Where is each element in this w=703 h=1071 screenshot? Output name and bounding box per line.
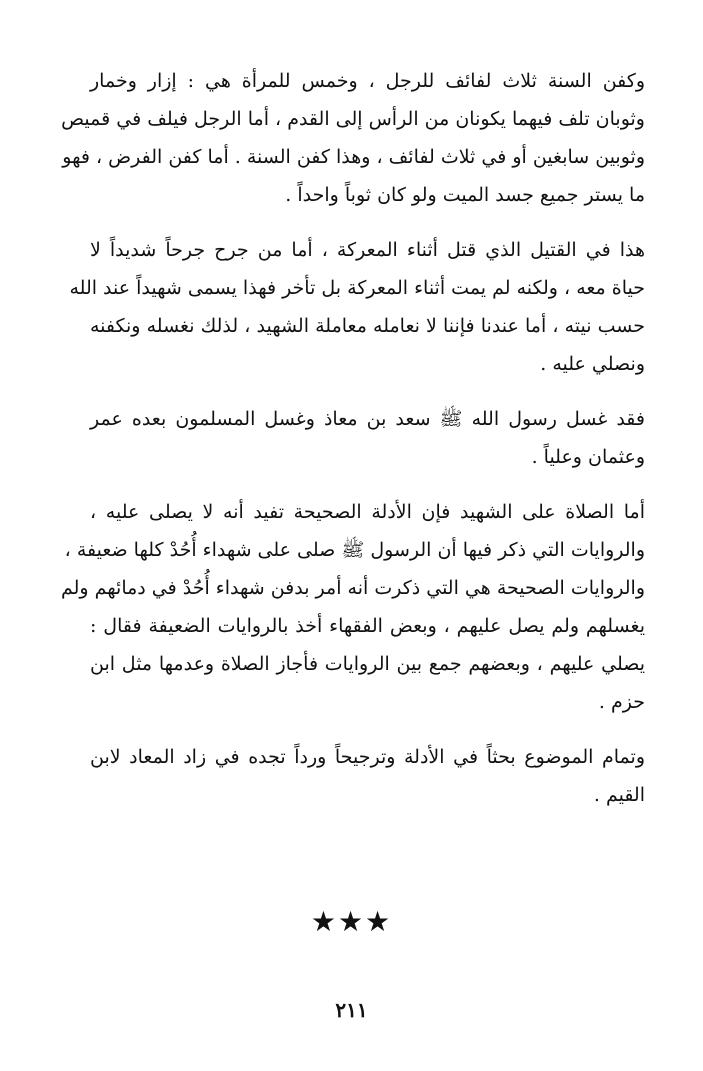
text-line: وكفن السنة ثلاث لفائف للرجل ، وخمس للمرأة هي : إزار وخمار [90,70,645,92]
paragraph-2 [69,231,645,383]
paragraph-5 [90,738,645,814]
section-separator: ★★★ [310,905,393,938]
text-line: ونصلي عليه . [540,353,645,375]
text-line: حياة معه ، ولكنه لم يمت أثناء المعركة بل تأخر فهذا يسمى شهيداً عند الله [69,277,645,299]
text-line: وثوبان تلف فيهما يكونان من الرأس إلى القدم ، أما الرجل فيلف في قميص [61,108,645,130]
text-line: ما يستر جميع جسد الميت ولو كان ثوباً واحداً . [285,184,645,206]
text-line: وثوبين سابغين أو في ثلاث لفائف ، وهذا كفن السنة . أما كفن الفرض ، فهو [62,146,645,168]
text-line: والروايات التي ذكر فيها أن الرسول ﷺ صلى على شهداء أُحُدْ كلها ضعيفة ، [64,539,645,561]
text-line: والروايات الصحيحة هي التي ذكرت أنه أمر بدفن شهداء أُحُدْ في دمائهم ولم [61,577,645,599]
text-line: هذا في القتيل الذي قتل أثناء المعركة ، أما من جرح جرحاً شديداً لا [90,239,645,261]
text-line: حزم . [598,691,645,713]
text-line: وتمام الموضوع بحثاً في الأدلة وترجيحاً ورداً تجده في زاد المعاد لابن [90,746,645,768]
text-line: حسب نيته ، أما عندنا فإننا لا نعامله معاملة الشهيد ، لذلك نغسله ونكفنه [90,315,645,337]
body-text [61,62,645,831]
text-line: القيم . [593,784,645,806]
paragraph-4 [61,493,645,721]
text-line: يغسلهم ولم يصل عليهم ، وبعض الفقهاء أخذ بالروايات الضعيفة فقال : [90,615,645,637]
text-line: فقد غسل رسول الله ﷺ سعد بن معاذ وغسل المسلمون بعده عمر [90,408,645,430]
text-line: وعثمان وعلياً . [531,446,645,468]
page-number: ٢١١ [335,998,368,1022]
text-line: أما الصلاة على الشهيد فإن الأدلة الصحيحة تفيد أنه لا يصلى عليه ، [90,501,645,523]
paragraph-1 [61,62,645,214]
paragraph-3 [90,400,645,476]
text-line: يصلي عليهم ، وبعضهم جمع بين الروايات فأجاز الصلاة وعدمها مثل ابن [90,653,645,675]
